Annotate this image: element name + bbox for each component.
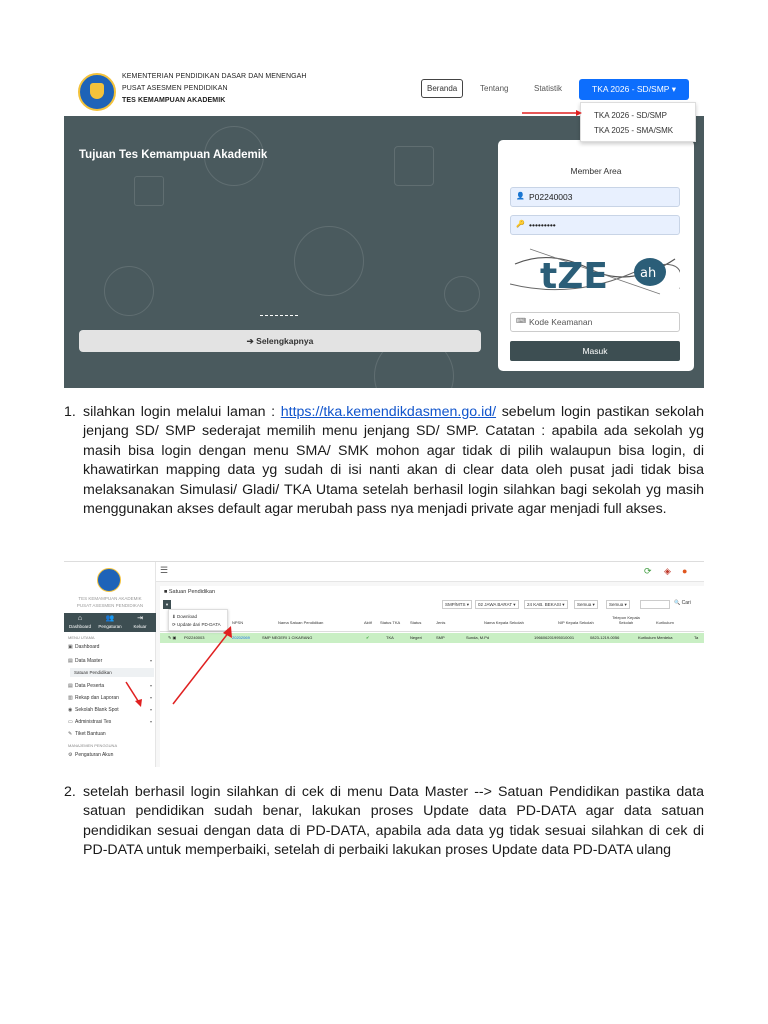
step-text-before-link: silahkan login melalui laman :: [83, 404, 281, 420]
cell-kepala: Sunda, M.Pd: [466, 635, 490, 640]
building-icon: ■: [164, 589, 168, 595]
cell-kurikulum: Kurikulum Merdeka: [638, 635, 673, 640]
column-header[interactable]: Nama Kepala Sekolah: [484, 620, 524, 625]
cell-jenis: SMP: [436, 635, 445, 640]
report-icon: ▥: [68, 695, 73, 701]
sidebar-item-pengaturan-akun[interactable]: [68, 750, 113, 760]
tab-label: Keluar: [133, 624, 147, 629]
masuk-button[interactable]: Masuk: [510, 341, 680, 361]
security-code-field[interactable]: [510, 312, 680, 332]
search-button[interactable]: [674, 600, 691, 606]
column-header[interactable]: Aktif: [364, 620, 372, 625]
monitor-icon: ▭: [68, 719, 73, 725]
chevron-down-icon: ▾: [150, 707, 153, 712]
step-text-after-link: sebelum login pastikan sekolah jenjang SD/ SMP sederajat memilih menu jenjang SD/ SMP. Catatan : apabila ada sekolah yg masih bisa login dengan menu SMA/ SMK mohon agar tidak di pilih walaupun bisa login, di khawatirkan mapping data yg sudah di isi nanti akan di clear data oleh pusat jadi tidak bisa melaksanakan Simulasi/ Gladi/ TKA Utama setelah berhasil login silahkan bagi sekolah yg masih menggunakan akses default agar merubah pass nya menjadi private agar menjadi full akses.: [83, 404, 704, 518]
avatar[interactable]: ●: [682, 566, 688, 576]
red-arrow-icon: [124, 680, 144, 708]
filter-aktif[interactable]: Semua ▾: [606, 600, 630, 609]
menu-utama-heading: MENU UTAMA: [68, 635, 95, 640]
filter-value: 24 KAB. BEKASI: [527, 602, 562, 607]
ministry-logo: [97, 568, 121, 592]
sidebar-item-rekap[interactable]: [68, 693, 153, 703]
cell-extra: Ta: [694, 635, 699, 640]
filter-value: Semua: [577, 602, 592, 607]
step-number: 2.: [64, 784, 76, 800]
hero-banner: [64, 116, 704, 388]
download-label: Download: [177, 614, 198, 619]
org-line-2: PUSAT ASESMEN PENDIDIKAN: [122, 85, 228, 92]
step-text: setelah berhasil login silahkan di cek di menu Data Master --> Satuan Pendidikan pastika data satuan pendidikan sudah benar, lakukan proses Update data PD-DATA agar data satuan pendidikan sesuai dengan data di PD-DATA, apabila ada data yg tidak sesuai silahkan di cek di PD-DATA untuk memperbaiki, setelah di perbaiki lakukan proses Update data PD-DATA ulang: [83, 784, 704, 859]
filter-value: Semua: [609, 602, 624, 607]
selengkapnya-label: Selengkapnya: [256, 336, 314, 346]
column-header[interactable]: NPSN: [232, 620, 244, 625]
active-check-icon: ✔: [366, 635, 370, 640]
password-value: •••••••••: [529, 220, 556, 230]
search-icon: 🔍: [674, 600, 681, 606]
password-field[interactable]: [510, 215, 680, 235]
doodle-box-icon: [134, 176, 164, 206]
member-area-card: [498, 140, 694, 371]
hero-title: Tujuan Tes Kemampuan Akademik: [79, 149, 268, 161]
hamburger-icon[interactable]: ☰: [160, 565, 169, 575]
filter-kabupaten[interactable]: 24 KAB. BEKASI ▾: [524, 600, 568, 609]
top-bar: [156, 562, 704, 582]
sidebar-item-data-master[interactable]: [68, 656, 153, 666]
tab-pengaturan[interactable]: [95, 614, 125, 631]
org-line-2: PUSAT ASESMEN PENDIDIKAN: [76, 603, 144, 608]
sidebar-item-label: Administrasi Tes: [75, 719, 112, 725]
dropdown-option-sma-smk[interactable]: TKA 2025 - SMA/SMK: [594, 126, 674, 135]
filter-provinsi[interactable]: 02 JAWA BARAT ▾: [475, 600, 519, 609]
chevron-down-icon: ▾: [150, 683, 153, 688]
dropdown-option-sd-smp[interactable]: TKA 2026 - SD/SMP: [594, 111, 667, 120]
tka-dropdown-menu: [580, 102, 696, 142]
column-header[interactable]: NIP Kepala Sekolah: [558, 620, 594, 625]
instruction-step-2: [64, 783, 704, 861]
cell-kode: P02240003: [184, 635, 205, 640]
doodle-box-icon: [394, 146, 434, 186]
manajemen-heading: MANAJEMEN PENGGUNA: [68, 743, 118, 748]
carousel-indicator[interactable]: [260, 315, 298, 317]
login-page-screenshot: [64, 62, 704, 388]
nav-tentang[interactable]: Tentang: [480, 84, 509, 93]
logout-icon: ⇥: [137, 615, 143, 622]
doodle-circle-icon: [294, 226, 364, 296]
user-icon: 👤: [516, 193, 525, 200]
search-label: Cari: [681, 600, 691, 606]
sidebar-item-dashboard[interactable]: [68, 642, 99, 652]
tab-label: Pengaturan: [98, 624, 122, 629]
filter-value: 02 JAWA BARAT: [478, 602, 513, 607]
update-pddata-option[interactable]: ⟳ Update dari PD-DATA: [172, 622, 221, 627]
sidebar-item-satuan-pendidikan[interactable]: Satuan Pendidikan: [70, 668, 154, 677]
cell-npsn[interactable]: 20202069: [232, 635, 250, 640]
tka-button-label: TKA 2026 - SD/SMP: [592, 84, 670, 94]
caret-down-icon: ▾: [671, 84, 676, 94]
nav-beranda[interactable]: Beranda: [421, 79, 463, 98]
captcha-graphic: [510, 244, 680, 300]
column-header[interactable]: Nama Satuan Pendidikan: [278, 620, 324, 625]
member-area-title: Member Area: [570, 166, 622, 176]
sidebar-item-label: Rekap dan Laporan: [75, 695, 119, 701]
nav-statistik[interactable]: Statistik: [534, 84, 563, 93]
org-title: [122, 71, 307, 107]
org-line-1: KEMENTERIAN PENDIDIKAN DASAR DAN MENENGAH: [122, 73, 307, 80]
column-header[interactable]: Status TKA: [380, 620, 401, 625]
org-line-3: TES KEMAMPUAN AKADEMIK: [122, 97, 226, 104]
captcha-image: [510, 244, 680, 300]
keyboard-icon: ⌨: [516, 318, 527, 325]
sidebar-item-blank-spot[interactable]: [68, 705, 153, 715]
sidebar-item-label: Data Master: [75, 658, 103, 664]
selengkapnya-button[interactable]: [79, 330, 481, 352]
users-icon: 👥: [105, 615, 115, 622]
tab-keluar[interactable]: [125, 614, 155, 631]
column-header[interactable]: Kurikulum: [656, 620, 674, 625]
sidebar-item-label: Pengaturan Akun: [75, 752, 114, 758]
panel-title: [164, 589, 215, 595]
filter-jenjang[interactable]: SMP/MTS ▾: [442, 600, 472, 609]
sidebar-org-title: [64, 595, 156, 609]
satuan-pendidikan-screenshot: [64, 561, 704, 767]
captcha-small-text: ah: [640, 266, 657, 281]
sidebar-item-administrasi[interactable]: [68, 717, 153, 727]
column-header[interactable]: Status: [410, 620, 422, 625]
filter-value: SMP/MTS: [445, 602, 466, 607]
tab-dashboard[interactable]: [65, 614, 95, 631]
sidebar-item-label: Dashboard: [75, 644, 100, 650]
doodle-circle-icon: [104, 266, 154, 316]
column-header[interactable]: Telepon Kepala Sekolah: [612, 615, 640, 625]
download-option[interactable]: ⬇ Download: [172, 614, 198, 619]
action-menu-button[interactable]: ▾: [163, 600, 171, 609]
sidebar-item-label: Sekolah Blank Spot: [75, 707, 119, 713]
refresh-icon[interactable]: ⟳: [644, 566, 652, 576]
cell-nip: 196606201995010001: [534, 635, 575, 640]
cell-nama: SMP NEGERI 1 CIKARANG: [262, 635, 313, 640]
sidebar-item-label: Data Peserta: [75, 683, 105, 689]
username-field[interactable]: [510, 187, 680, 207]
arrow-circle-icon: ➔: [246, 336, 254, 346]
filter-status[interactable]: Semua ▾: [574, 600, 598, 609]
home-icon: ⌂: [77, 615, 83, 622]
cell-status-tka: TKA: [386, 635, 394, 640]
chevron-down-icon: ▾: [150, 719, 153, 724]
sidebar-tabs: [64, 613, 156, 632]
key-icon: 🔑: [516, 221, 525, 228]
gear-icon: ⚙: [68, 752, 73, 758]
edit-icon[interactable]: ✎ ▣: [168, 635, 177, 640]
sidebar-item-tiket[interactable]: [68, 729, 106, 739]
notification-icon[interactable]: ◈: [664, 566, 671, 576]
security-code-placeholder: Kode Keamanan: [529, 317, 593, 327]
instruction-step-1: [64, 403, 704, 519]
update-label: Update dari PD-DATA: [177, 622, 221, 627]
folder-icon: ▤: [68, 683, 73, 689]
red-arrow-icon: [169, 624, 259, 714]
step-text: [83, 403, 704, 519]
org-line-1: TES KEMAMPUAN AKADEMIK: [78, 596, 142, 601]
tka-dropdown-button[interactable]: [579, 79, 689, 100]
sidebar: [64, 562, 156, 767]
panel-title-label: Satuan Pendidikan: [168, 589, 216, 595]
step-number: 1.: [64, 404, 76, 420]
captcha-text: tZE: [540, 256, 608, 297]
chevron-down-icon: ▾: [150, 658, 153, 663]
doodle-circle-icon: [444, 276, 480, 312]
search-input[interactable]: [640, 600, 670, 609]
ministry-logo: [78, 73, 116, 111]
sidebar-item-label: Tiket Bantuan: [75, 731, 106, 737]
sidebar-item-data-peserta[interactable]: [68, 681, 153, 691]
dashboard-icon: ▣: [68, 644, 73, 650]
username-value: P02240003: [529, 192, 573, 202]
tab-label: Dashboard: [68, 624, 91, 629]
signal-icon: ◉: [68, 707, 73, 713]
cell-telepon: 0823-1219-0056: [590, 635, 620, 640]
red-arrow-icon: [522, 109, 582, 117]
ticket-icon: ✎: [68, 731, 73, 737]
column-header[interactable]: Jenis: [436, 620, 446, 625]
folder-icon: ▤: [68, 658, 73, 664]
chevron-down-icon: ▾: [150, 695, 153, 700]
cell-status: Negeri: [410, 635, 422, 640]
tka-login-link[interactable]: https://tka.kemendikdasmen.go.id/: [280, 404, 497, 420]
